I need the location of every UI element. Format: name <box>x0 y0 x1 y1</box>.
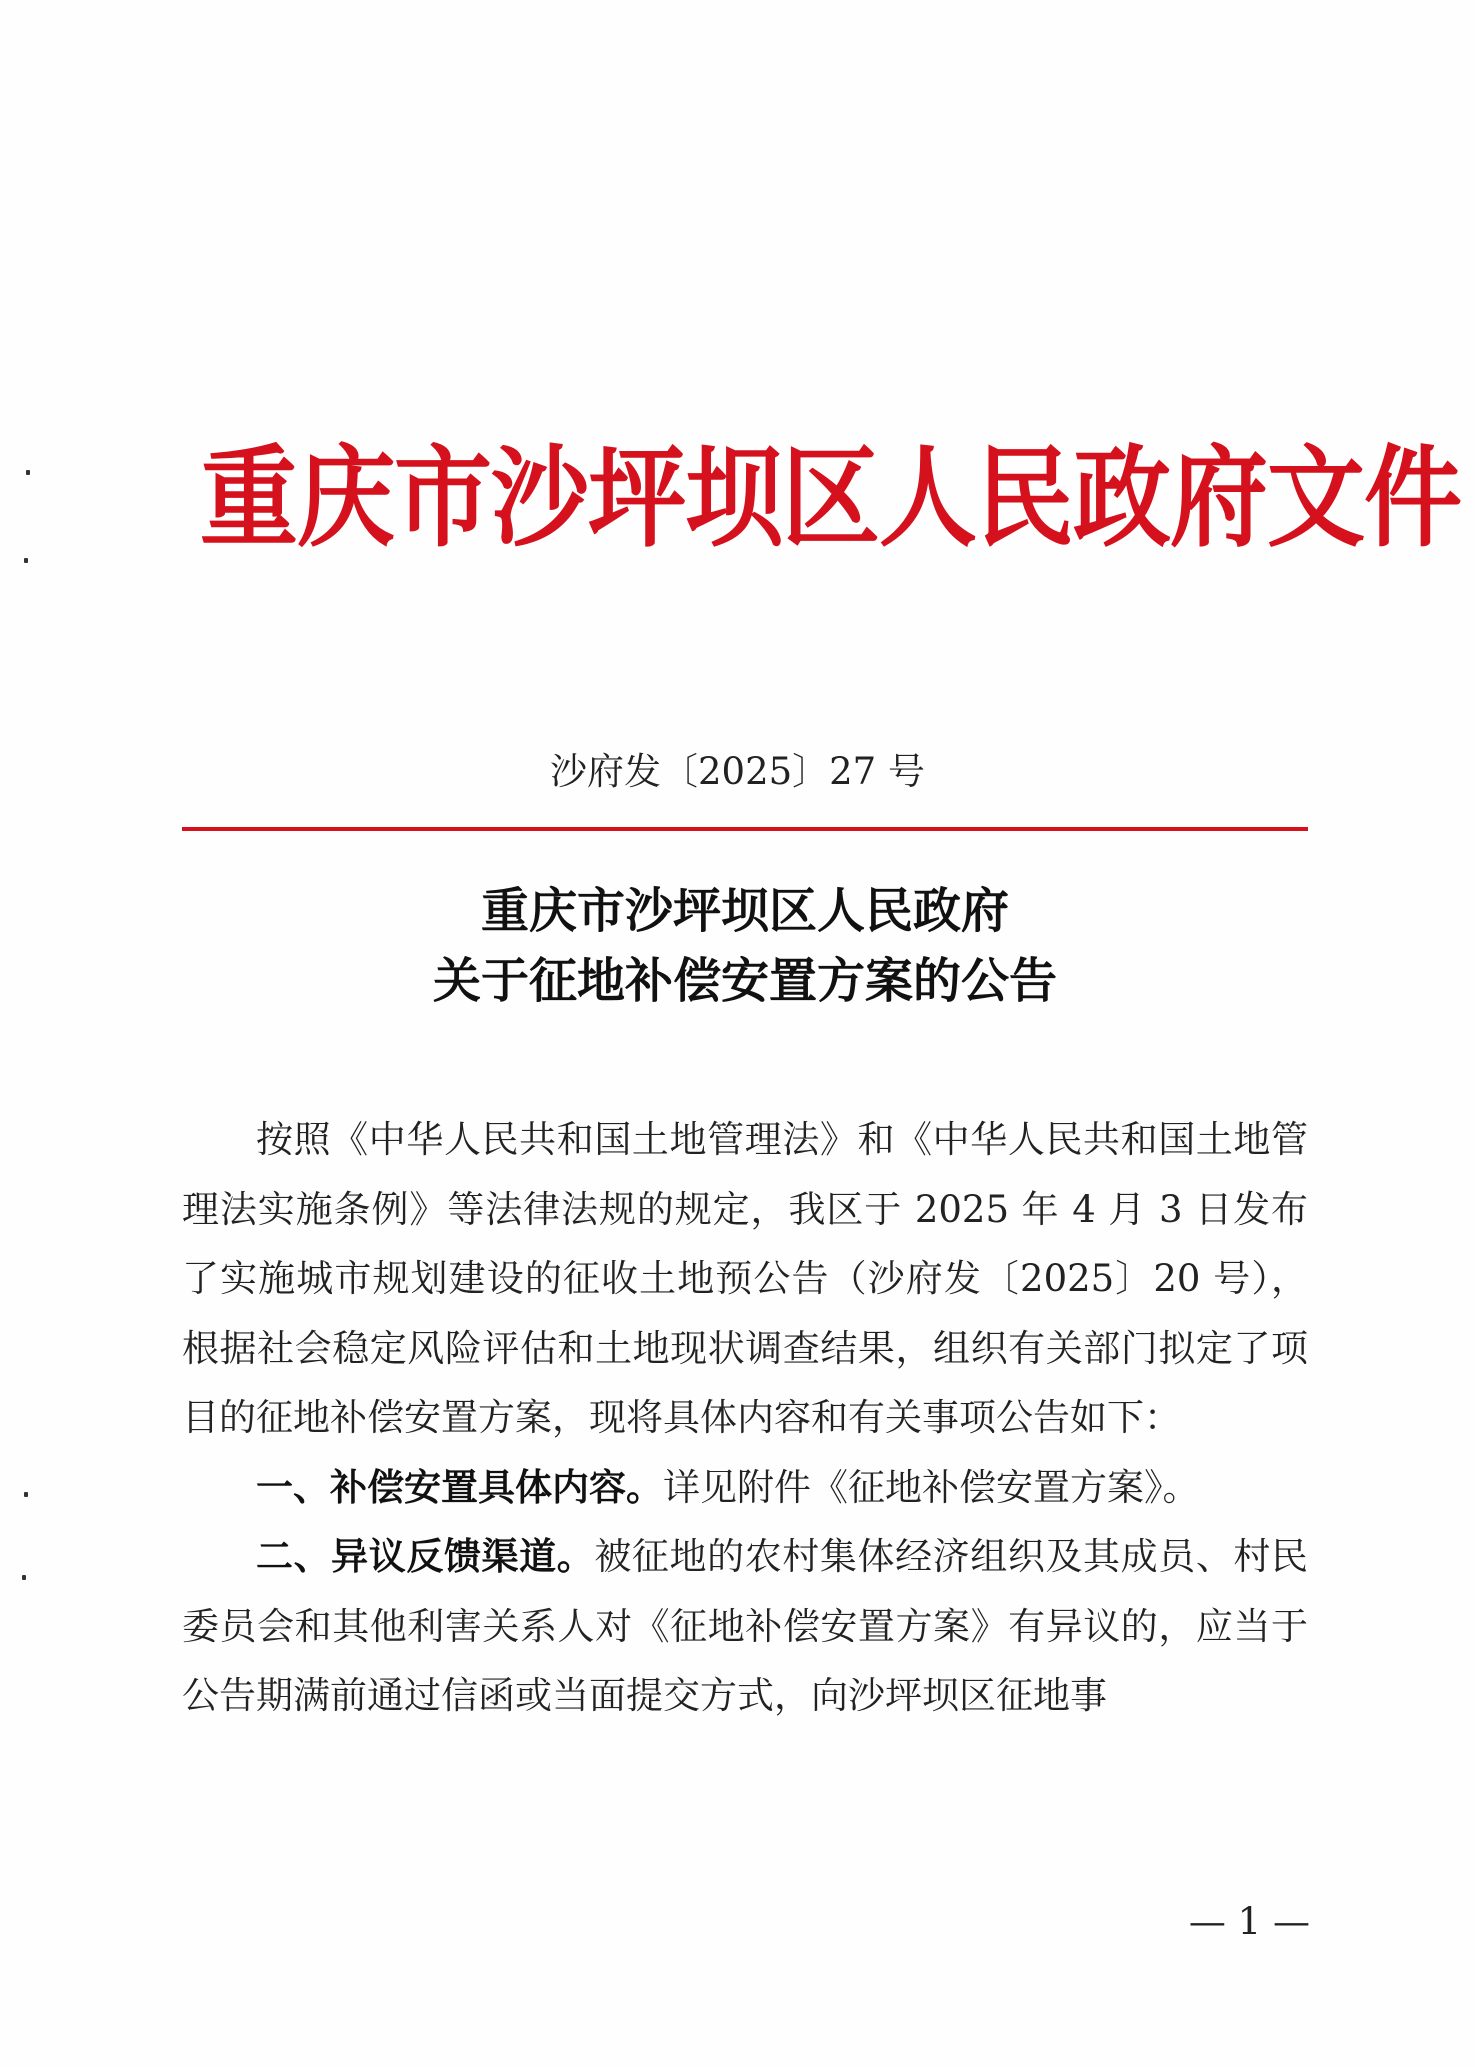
masthead: 重庆市沙坪坝区人民政府文件 <box>200 434 1462 564</box>
title-line-2: 关于征地补偿安置方案的公告 <box>432 953 1057 1009</box>
document-number: 沙府发〔2025〕27 号 <box>549 750 925 793</box>
intro-paragraph: 按照《中华人民共和国土地管理法》和《中华人民共和国土地管理法实施条例》等法律法规的规定，我区于 2025 年 4 月 3 日发布了实施城市规划建设的征收土地预公告（沙府发〔2025〕20 号），根据社会稳定风险评估和土地现状调查结果，组织有关部门拟定了项目的征地补偿安置方案，现将具体内容和有关事项公告如下： <box>182 1118 1308 1439</box>
scan-mark <box>22 1575 26 1580</box>
document-title <box>182 876 1308 1016</box>
item-text-1: 详见附件《征地补偿安置方案》。 <box>663 1465 1200 1509</box>
item-text-2: 被征地的农村集体经济组织及其成员、村民委员会和其他利害关系人对《征地补偿安置方案》有异议的，应当于公告期满前通过信函或当面提交方式，向沙坪坝区征地事 <box>182 1535 1309 1717</box>
item-paragraph-1 <box>182 1453 1308 1523</box>
scan-mark <box>24 558 28 563</box>
document-body <box>182 1105 1308 1731</box>
item-heading-2: 二、异议反馈渠道。 <box>256 1535 595 1578</box>
title-line-1: 重庆市沙坪坝区人民政府 <box>480 883 1009 939</box>
item-heading-1: 一、补偿安置具体内容。 <box>256 1465 663 1509</box>
red-divider <box>182 827 1308 831</box>
scan-mark <box>26 470 30 475</box>
scan-mark <box>24 1492 28 1497</box>
page-number: — 1 — <box>1188 1900 1310 1943</box>
item-paragraph-2 <box>182 1522 1308 1731</box>
